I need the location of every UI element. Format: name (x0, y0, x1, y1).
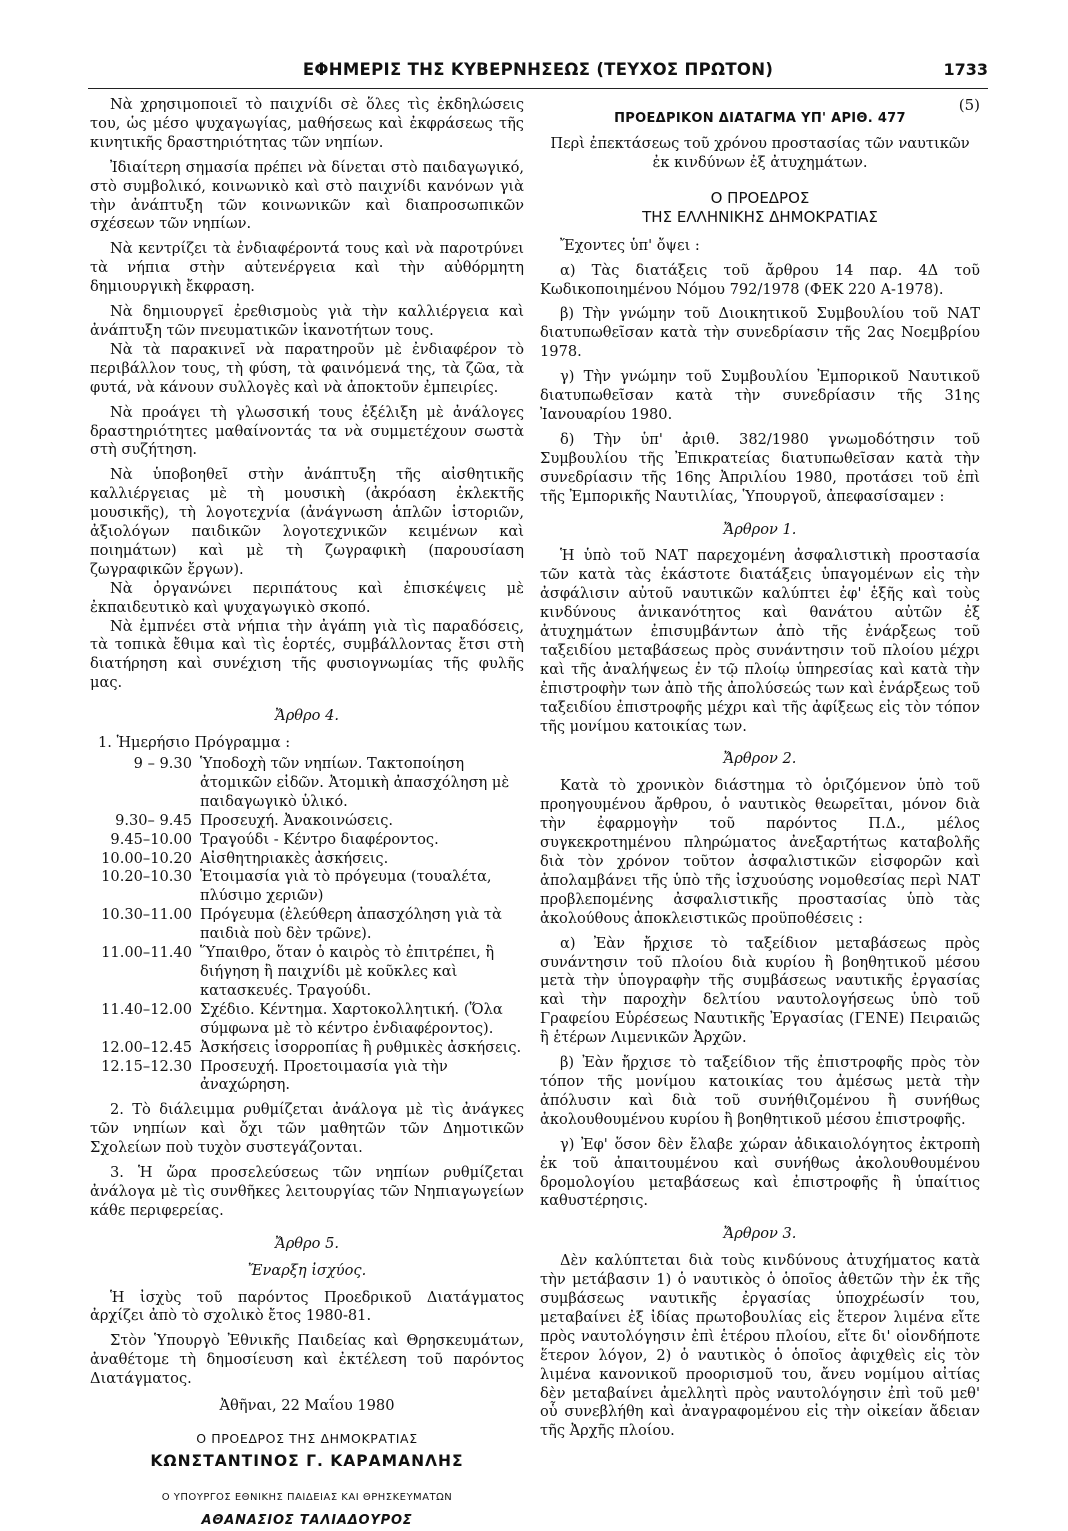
schedule-row (90, 1039, 524, 1058)
paragraph: Ἔχοντες ὑπ' ὄψει : (560, 236, 700, 254)
paragraph: Ἰδιαίτερη σημασία πρέπει νὰ δίνεται στὸ παιδαγωγικό, στὸ συμβολικό, κοινωνικὸ καὶ στὸ παιχνίδι κανόνων γιὰ τὴν ἀνάπτυξη τῶν κοινωνικῶν καὶ διαπροσωπικῶν σχέσεων τῶν νηπίων. (90, 158, 524, 233)
paragraph: Νὰ προάγει τὴ γλωσσική τους ἐξέλιξη μὲ ἀνάλογες δραστηριότητες μαθαίνοντάς τα νὰ συμμετέχουν σωστὰ στὴ συζήτηση. (90, 403, 524, 459)
paragraph: Νὰ κεντρίζει τὰ ἐνδιαφέροντά τους καὶ νὰ παροτρύνει τὰ νήπια στὴν αὐτενέργεια καὶ τὴν αὐθόρμητη δημιουργικὴ ἔκφραση. (90, 240, 524, 296)
paragraph: Νὰ ἐμπνέει στὰ νήπια τὴν ἀγάπη γιὰ τὶς παραδόσεις, τὰ τοπικὰ ἔθιμα καὶ τὶς ἑορτές, συμβάλλοντας ἔτσι στὴ διατήρηση καὶ συνέχιση τῆς φυσιογνωμίας τῆς φυλῆς μας. (90, 617, 524, 692)
schedule-time: 9.45–10.00 (110, 830, 192, 848)
schedule-activity: Πρόγευμα (ἐλεύθερη ἀπασχόληση γιὰ τὰ παιδιὰ ποὺ δὲν τρῶνε). (200, 906, 502, 943)
paragraph: 3. Ἡ ὥρα προσελεύσεως τῶν νηπίων ρυθμίζεται ἀνάλογα μὲ τὶς συνθῆκες λειτουργίας τῶν Νηπιαγωγείων κάθε περιφερείας. (90, 1164, 524, 1219)
page-number: 1733 (943, 60, 988, 79)
running-title: ΕΦΗΜΕΡΙΣ ΤΗΣ ΚΥΒΕΡΝΗΣΕΩΣ (ΤΕΥΧΟΣ ΠΡΩΤΟΝ) (302, 60, 774, 79)
paragraph: Νὰ τὰ παρακινεῖ νὰ παρατηροῦν μὲ ἐνδιαφέρον τὸ περιβάλλον τους, τὴ φύση, τὰ φαινόμενά της, τὰ ζῶα, τὰ φυτά, νὰ κάνουν συλλογὲς καὶ νὰ ἀποκτοῦν ἐμπειρίες. (90, 340, 524, 396)
schedule-time: 10.00–10.20 (101, 849, 192, 867)
schedule-time: 12.00–12.45 (101, 1038, 192, 1056)
consideration-item: γ) Τὴν γνώμην τοῦ Συμβουλίου Ἐμπορικοῦ Ναυτικοῦ διατυπωθεῖσαν κατὰ τὴν συνεδρίασιν τῆς 31ης Ἰανουαρίου 1980. (540, 368, 980, 423)
paragraph: Ἡ ἰσχὺς τοῦ παρόντος Προεδρικοῦ Διατάγματος ἀρχίζει ἀπὸ τὸ σχολικὸ ἔτος 1980-81. (90, 1288, 524, 1325)
consideration-item: δ) Τὴν ὑπ' ἀριθ. 382/1980 γνωμοδότησιν τοῦ Συμβουλίου τῆς Ἐπικρατείας διατυπωθεῖσαν κατὰ τὴν συνεδρίασιν τῆς 16ης Ἀπριλίου 1980, προτάσει τοῦ ἐπὶ τῆς Ἐμπορικῆς Ναυτιλίας, Ὑπουργοῦ, ἀπεφασίσαμεν : (540, 430, 980, 505)
schedule-row (90, 944, 524, 1001)
president-heading-line: ΤΗΣ ΕΛΛΗΝΙΚΗΣ ΔΗΜΟΚΡΑΤΙΑΣ (642, 207, 878, 226)
president-heading-line: Ο ΠΡΟΕΔΡΟΣ (710, 188, 810, 207)
date-line: Ἀθῆναι, 22 Μαΐου 1980 (219, 1397, 395, 1415)
decree-subject: Περὶ ἐπεκτάσεως τοῦ χρόνου προστασίας τῶν ναυτικῶν ἐκ κινδύνων ἐξ ἀτυχημάτων. (550, 134, 970, 171)
minister-title: Ο ΥΠΟΥΡΓΟΣ ΕΘΝΙΚΗΣ ΠΑΙΔΕΙΑΣ ΚΑΙ ΘΡΗΣΚΕΥΜΑΤΩΝ (161, 1491, 453, 1503)
left-column (90, 96, 524, 1531)
consideration-item: β) Τὴν γνώμην τοῦ Διοικητικοῦ Συμβουλίου τοῦ ΝΑΤ διατυπωθεῖσαν κατὰ τὴν συνεδρίασιν τῆς 2ας Νοεμβρίου 1978. (540, 305, 980, 361)
list-item: α) Ἐὰν ἤρχισε τὸ ταξείδιον μεταβάσεως πρὸς συνάντησιν τοῦ πλοίου διὰ κυρίου ἢ βοηθητικοῦ μέσου μετὰ τὴν ὑπογραφὴν τῆς συμβάσεως ναυτικῆς ἐργασίας καὶ τὴν παροχὴν δελτίου ναυτολογήσεως ὑπὸ τοῦ Γραφείου Εὑρέσεως Ναυτικῆς Ἐργασίας (ΓΕΝΕ) Πειραιῶς ἢ ἑτέρων Λιμενικῶν Ἀρχῶν. (540, 934, 980, 1047)
schedule-activity: Τραγούδι - Κέντρο διαφέροντος. (200, 830, 439, 848)
paragraph: Κατὰ τὸ χρονικὸν διάστημα τὸ ὁριζόμενον ὑπὸ τοῦ προηγουμένου ἄρθρου, ὁ ναυτικὸς θεωρεῖται, μόνον διὰ τὴν ἐφαρμογὴν τοῦ παρόντος Π.Δ., μέλος συγκεκροτημένου πληρώματος ἀνεξαρτήτως καταβολῆς διὰ τὸν χρόνον τοῦτον ἀσφαλιστικῶν εἰσφορῶν καὶ ἀπολαμβάνει τῆς ὑπὸ τῆς ἰσχυούσης νομοθεσίας περὶ ΝΑΤ προβλεπομένης ἀσφαλιστικῆς προστασίας ὑπὸ τὰς ἀκολούθους ἀποκλειστικῶς προϋποθέσεις : (540, 777, 980, 927)
schedule-activity: Σχέδιο. Κέντημα. Χαρτοκολλητική. (Ὅλα σύμφωνα μὲ τὸ κέντρο ἐνδιαφέροντος). (200, 1000, 503, 1037)
schedule-row (90, 868, 524, 906)
schedule-row (90, 755, 524, 812)
paragraph: Ἡ ὑπὸ τοῦ ΝΑΤ παρεχομένη ἀσφαλιστικὴ προστασία τῶν κατὰ τὰς ἑκάστοτε διατάξεις ὑπαγομένων εἰς τὴν ἀσφάλισιν αὐτοῦ ναυτικῶν καλύπτει ἐφ' ἑξῆς καὶ τοὺς κινδύνους ἀνικανότητος καὶ θανάτου αὐτῶν ἐξ ἀτυχημάτων ἐπισυμβάντων ἀπὸ τῆς ἐνάρξεως τοῦ ταξειδίου μεταβάσεως πρὸς συνάντησιν τοῦ πλοίου μέχρι καὶ τῆς ἀναλήψεως ἐν τῷ πλοίῳ ὑπηρεσίας καὶ κατὰ τὴν ἐπιστροφὴν των ἀπὸ τῆς ἀπολύσεώς των καὶ ἐνάρξεως τοῦ ταξειδίου ἐπιστροφῆς μέχρι καὶ τῆς ἀφίξεως εἰς τὸν τόπον τῆς μονίμου κατοικίας των. (540, 547, 980, 735)
article-5-heading: Ἄρθρο 5. (274, 1234, 339, 1252)
article-4-heading: Ἄρθρο 4. (274, 707, 339, 725)
schedule-activity: Ὑποδοχὴ τῶν νηπίων. Τακτοποίηση ἀτομικῶν εἰδῶν. Ἀτομικὴ ἀπασχόληση μὲ παιδαγωγικὸ ὑλικό. (200, 755, 510, 810)
schedule-row (90, 812, 524, 831)
decree-number: (5) (958, 96, 980, 114)
article-5-subheading: Ἔναρξη ἰσχύος. (247, 1261, 367, 1279)
signature-block (90, 1430, 524, 1531)
decree-header (540, 96, 980, 129)
list-item: γ) Ἐφ' ὅσον δὲν ἔλαβε χώραν ἀδικαιολόγητος ἐκτροπὴ ἐκ τοῦ ἀπαιτουμένου καὶ συνήθως ἀκολουθουμένου δρομολογίου μεταβάσεως καὶ ἐπιστροφῆς ἢ ὑπαίτιος καθυστέρησις. (540, 1135, 980, 1210)
right-column (540, 96, 980, 1447)
schedule-time: 11.00–11.40 (101, 944, 192, 962)
schedule-activity: Ὕπαιθρο, ὅταν ὁ καιρὸς τὸ ἐπιτρέπει, ἢ διήγηση ἢ παιχνίδι μὲ κοῦκλες καὶ κατασκευές. Τραγούδι. (200, 944, 495, 999)
schedule-time: 12.15–12.30 (101, 1057, 192, 1075)
president-heading (540, 189, 980, 227)
list-item: β) Ἐὰν ἤρχισε τὸ ταξείδιον τῆς ἐπιστροφῆς πρὸς τὸν τόπον τῆς μονίμου κατοικίας του ἀμέσως μετὰ τὴν ἀπόλυσιν καὶ διὰ τοῦ συνήθιζομένου ἢ συνήθως ἀκολουθουμένου κυρίου ἢ βοηθητικοῦ μέσου ἐπιστροφῆς. (540, 1054, 980, 1128)
schedule-row (90, 850, 524, 869)
schedule-time: 10.30–11.00 (101, 906, 192, 924)
paragraph: 2. Τὸ διάλειμμα ρυθμίζεται ἀνάλογα μὲ τὶς ἀνάγκες τῶν νηπίων καὶ ὄχι τῶν μαθητῶν τῶν Δημοτικῶν Σχολείων ποὺ τυχὸν συστεγάζονται. (90, 1101, 524, 1157)
article-1-heading: Ἄρθρον 1. (723, 520, 797, 538)
schedule-activity: Προσευχή. Ἀνακοινώσεις. (200, 811, 394, 829)
paragraph: Νὰ ὀργανώνει περιπάτους καὶ ἐπισκέψεις μὲ ἐκπαιδευτικὸ καὶ ψυχαγωγικὸ σκοπό. (90, 579, 524, 616)
schedule-time: 9 – 9.30 (133, 755, 192, 772)
schedule-title: 1. Ἡμερήσιο Πρόγραμμα : (98, 734, 291, 752)
article-2-heading: Ἄρθρον 2. (723, 750, 797, 768)
paragraph: Στὸν Ὑπουργὸ Ἐθνικῆς Παιδείας καὶ Θρησκευμάτων, ἀναθέτομε τὴ δημοσίευση καὶ ἐκτέλεση τοῦ παρόντος Διατάγματος. (90, 1332, 524, 1388)
daily-schedule (90, 755, 524, 1095)
page-header (88, 58, 988, 89)
schedule-activity: Ἑτοιμασία γιὰ τὸ πρόγευμα (τουαλέτα, πλύσιμο χεριῶν) (200, 868, 492, 905)
schedule-time: 9.30– 9.45 (115, 811, 192, 829)
paragraph: Νὰ χρησιμοποιεῖ τὸ παιχνίδι σὲ ὅλες τὶς ἐκδηλώσεις του, ὡς μέσο ψυχαγωγίας, μαθήσεως καὶ ἐκφράσεως τῆς κινητικῆς δραστηριότητας τῶν νηπίων. (90, 96, 524, 151)
schedule-row (90, 831, 524, 850)
schedule-row (90, 1001, 524, 1039)
schedule-row (90, 1058, 524, 1096)
paragraph: Δὲν καλύπτεται διὰ τοὺς κινδύνους ἀτυχήματος κατὰ τὴν μετάβασιν 1) ὁ ναυτικὸς ὁ ὁποῖος ἀθετῶν τὴν ἐκ τῆς συμβάσεως ναυτικῆς ἐργασίας ὑποχρέωσίν του, μεταβαίνει ἐξ ἰδίας πρωτοβουλίας εἰς ἕτερον λιμένα εἴτε πρὸς ναυτολόγησιν ἐπὶ ἑτέρου πλοίου, εἴτε δι' οἱονδήποτε ἕτερον λόγον, 2) ὁ ναυτικὸς ὁ ὁποῖος ἀφιχθεὶς εἰς τὸν λιμένα κανονικοῦ προορισμοῦ του, ἄνευ νομίμου αἰτίας δὲν μεταβαίνει ἀμελλητὶ πρὸς ναυτολόγησιν ἐπὶ τοῦ μεθ' οὗ συνεβλήθη καὶ ἀναγραφομένου εἰς τὴν οἰκείαν ἄδειαν τῆς Ἀρχῆς πλοίου. (540, 1252, 980, 1440)
decree-label: ΠΡΟΕΔΡΙΚΟΝ ΔΙΑΤΑΓΜΑ ΥΠ' ΑΡΙΘ. 477 (614, 111, 906, 126)
president-name: ΚΩΝΣΤΑΝΤΙΝΟΣ Γ. ΚΑΡΑΜΑΝΛΗΣ (150, 1451, 464, 1470)
paragraph: Νὰ δημιουργεῖ ἐρεθισμοὺς γιὰ τὴν καλλιέργεια καὶ ἀνάπτυξη τῶν πνευματικῶν ἱκανοτήτων τους. (90, 303, 524, 339)
schedule-time: 10.20–10.30 (101, 868, 192, 886)
schedule-time: 11.40–12.00 (101, 1000, 192, 1018)
schedule-row (90, 906, 524, 944)
schedule-activity: Αἰσθητηριακὲς ἀσκήσεις. (200, 849, 389, 867)
schedule-activity: Ἀσκήσεις ἰσορροπίας ἢ ρυθμικὲς ἀσκήσεις. (200, 1038, 522, 1056)
consideration-item: α) Τὰς διατάξεις τοῦ ἄρθρου 14 παρ. 4Δ τοῦ Κωδικοποιημένου Νόμου 792/1978 (ΦΕΚ 220 Α-1978). (540, 261, 980, 298)
president-title: Ο ΠΡΟΕΔΡΟΣ ΤΗΣ ΔΗΜΟΚΡΑΤΙΑΣ (196, 1431, 418, 1446)
minister-name: ΑΘΑΝΑΣΙΟΣ ΤΑΛΙΑΔΟΥΡΟΣ (201, 1512, 413, 1528)
article-3-heading: Ἄρθρον 3. (723, 1225, 797, 1243)
schedule-activity: Προσευχή. Προετοιμασία γιὰ τὴν ἀναχώρηση. (200, 1057, 448, 1094)
paragraph: Νὰ ὑποβοηθεῖ στὴν ἀνάπτυξη τῆς αἰσθητικῆς καλλιέργειας μὲ τὴ μουσικὴ (ἀκρόαση ἐκλεκτῆς μουσικῆς), τὴ λογοτεχνία (ἀνάγνωση ἁπλῶν ἱστοριῶν, ἀξιολόγων παιδικῶν λογοτεχνικῶν κειμένων καὶ ποιημάτων) καὶ μὲ τὴ ζωγραφικὴ (παρουσίαση ζωγραφικῶν ἔργων). (90, 466, 524, 578)
